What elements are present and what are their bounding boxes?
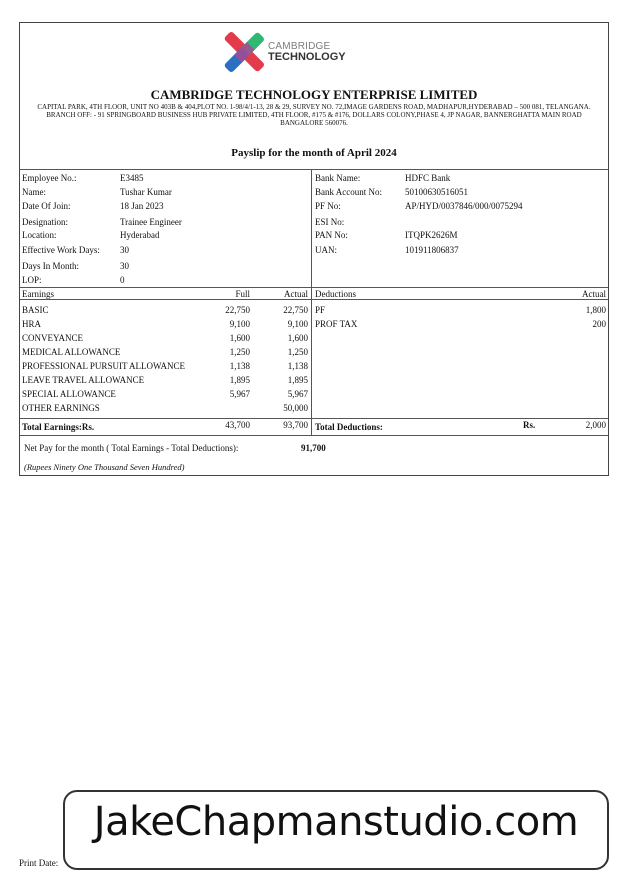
- earning-full: 9,100: [229, 319, 250, 329]
- total-earnings-label: Total Earnings:Rs.: [22, 422, 95, 432]
- payslip-document: [19, 22, 609, 476]
- deduction-actual: 1,800: [585, 305, 606, 315]
- earning-actual: 50,000: [283, 403, 308, 413]
- location-label: Location:: [22, 230, 57, 240]
- divider: [20, 299, 608, 300]
- earning-full: 1,600: [229, 333, 250, 343]
- earning-full: 22,750: [225, 305, 250, 315]
- uan-value: 101911806837: [405, 245, 459, 255]
- earning-full: 1,250: [229, 347, 250, 357]
- employee-no-label: Employee No.:: [22, 173, 77, 183]
- deduction-actual: 200: [592, 319, 606, 329]
- total-earnings-full: 43,700: [225, 420, 250, 430]
- cambridge-x-logo-icon: [220, 28, 268, 76]
- days-in-month-value: 30: [120, 261, 129, 271]
- deduction-name: PF: [315, 305, 326, 315]
- deductions-actual-header: Actual: [582, 289, 606, 299]
- earning-actual: 1,600: [287, 333, 308, 343]
- location-value: Hyderabad: [120, 230, 160, 240]
- designation-value: Trainee Engineer: [120, 217, 182, 227]
- earning-actual: 1,138: [287, 361, 308, 371]
- net-pay-in-words: (Rupees Ninety One Thousand Seven Hundred): [24, 462, 185, 472]
- pan-no-label: PAN No:: [315, 230, 348, 240]
- print-date-label: Print Date:: [19, 858, 59, 868]
- days-in-month-label: Days In Month:: [22, 261, 79, 271]
- total-deductions-currency: Rs.: [523, 420, 536, 430]
- bank-account-value: 50100630516051: [405, 187, 468, 197]
- watermark-banner: [63, 790, 609, 870]
- pf-no-label: PF No:: [315, 201, 341, 211]
- name-value: Tushar Kumar: [120, 187, 172, 197]
- designation-label: Designation:: [22, 217, 68, 227]
- pf-no-value: AP/HYD/0037846/000/0075294: [405, 201, 523, 211]
- earning-name: PROFESSIONAL PURSUIT ALLOWANCE: [22, 361, 186, 371]
- total-deductions-value: 2,000: [585, 420, 606, 430]
- earning-name: SPECIAL ALLOWANCE: [22, 389, 116, 399]
- earning-actual: 1,895: [287, 375, 308, 385]
- company-logo: [220, 28, 410, 76]
- logo-line-1: CAMBRIDGE: [268, 41, 331, 52]
- earnings-header: Earnings: [22, 289, 54, 299]
- date-of-join-label: Date Of Join:: [22, 201, 71, 211]
- earnings-full-header: Full: [235, 289, 250, 299]
- lop-value: 0: [120, 275, 125, 285]
- earning-actual: 1,250: [287, 347, 308, 357]
- effective-work-days-value: 30: [120, 245, 129, 255]
- company-name: CAMBRIDGE TECHNOLOGY ENTERPRISE LIMITED: [150, 87, 478, 102]
- effective-work-days-label: Effective Work Days:: [22, 245, 100, 255]
- bank-name-value: HDFC Bank: [405, 173, 451, 183]
- column-divider: [311, 169, 312, 435]
- earning-actual: 22,750: [283, 305, 308, 315]
- employee-no-value: E3485: [120, 173, 144, 183]
- esi-no-label: ESI No:: [315, 217, 345, 227]
- divider: [20, 435, 608, 436]
- bank-account-label: Bank Account No:: [315, 187, 382, 197]
- earning-name: OTHER EARNINGS: [22, 403, 100, 413]
- logo-wordmark: [268, 41, 346, 63]
- address-line-2: BRANCH OFF: - 91 SPRINGBOARD BUSINESS HUB PRIVATE LIMITED, 4TH FLOOR, #175 & #176, DOLLARS COLONY,PHASE 4, JP NAGAR, BANNERGHATTA MAIN ROAD BANGALORE 560076.: [46, 111, 582, 127]
- earning-actual: 5,967: [287, 389, 308, 399]
- divider: [20, 169, 608, 170]
- address-line-1: CAPITAL PARK, 4TH FLOOR, UNIT NO 403B & 404,PLOT NO. 1-98/4/1-13, 28 & 29, SURVEY NO. 72,IMAGE GARDENS ROAD, MADHAPUR,HYDERABAD – 500 081, TELANGANA.: [37, 103, 591, 111]
- date-of-join-value: 18 Jan 2023: [120, 201, 164, 211]
- payslip-title: Payslip for the month of April 2024: [231, 147, 397, 159]
- earning-actual: 9,100: [287, 319, 308, 329]
- earning-name: LEAVE TRAVEL ALLOWANCE: [22, 375, 145, 385]
- deduction-name: PROF TAX: [315, 319, 358, 329]
- deductions-header: Deductions: [315, 289, 356, 299]
- divider: [20, 418, 608, 419]
- earning-full: 1,895: [229, 375, 250, 385]
- uan-label: UAN:: [315, 245, 337, 255]
- bank-name-label: Bank Name:: [315, 173, 361, 183]
- total-deductions-label: Total Deductions:: [315, 422, 383, 432]
- net-pay-value: 91,700: [301, 443, 326, 453]
- watermark-text: JakeChapmanstudio.com: [93, 799, 579, 845]
- company-address: [24, 103, 604, 127]
- lop-label: LOP:: [22, 275, 42, 285]
- logo-line-2: TECHNOLOGY: [268, 51, 346, 63]
- total-earnings-actual: 93,700: [283, 420, 308, 430]
- pan-no-value: ITQPK2626M: [405, 230, 458, 240]
- earning-name: BASIC: [22, 305, 49, 315]
- name-label: Name:: [22, 187, 46, 197]
- earnings-actual-header: Actual: [284, 289, 308, 299]
- divider: [20, 287, 608, 288]
- earning-name: HRA: [22, 319, 42, 329]
- earning-name: CONVEYANCE: [22, 333, 84, 343]
- earning-full: 5,967: [229, 389, 250, 399]
- net-pay-label: Net Pay for the month ( Total Earnings - Total Deductions):: [24, 443, 239, 453]
- earning-full: 1,138: [229, 361, 250, 371]
- earning-name: MEDICAL ALLOWANCE: [22, 347, 121, 357]
